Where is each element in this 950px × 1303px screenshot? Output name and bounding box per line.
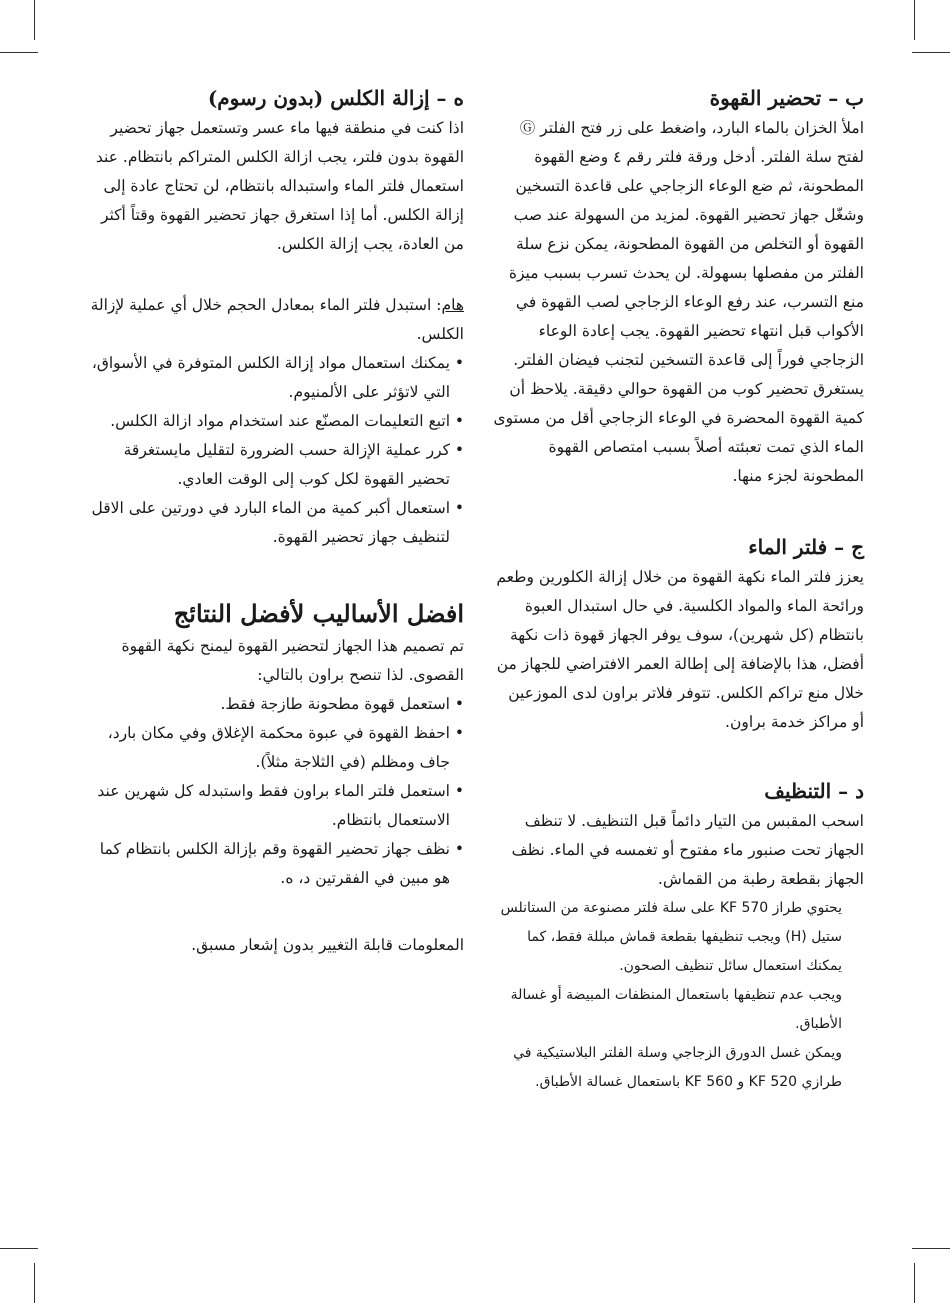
left-column <box>84 82 464 960</box>
heading-cleaning: د – التنظيف <box>764 779 864 803</box>
crop-mark <box>34 0 35 40</box>
list-item: • كرر عملية الإزالة حسب الضرورة لتقليل مايستغرقة تحضير القهوة لكل كوب إلى الوقت العادي. <box>84 436 464 494</box>
crop-mark <box>912 1248 950 1249</box>
cleaning-note-3: ويمكن غسل الدورق الزجاجي وسلة الفلتر البلاستيكية في طرازي KF 520 و KF 560 باستعمال غسالة الأطباق. <box>513 1045 842 1090</box>
section-water-filter <box>492 531 864 737</box>
crop-mark <box>0 1248 38 1249</box>
important-label: هام <box>441 296 464 314</box>
right-column <box>492 82 864 1097</box>
descaling-paragraph: اذا كنت في منطقة فيها ماء عسر وتستعمل جهاز تحضير القهوة بدون فلتر، يجب ازالة الكلس المتراكم بانتظام. عند استعمال فلتر الماء واستبداله بانتظام، لن تحتاج عادة إلى إزالة الكلس. أما إذا استغرق جهاز تحضير القهوة وقتاً أكثر من العادة، يجب إزالة الكلس. <box>95 119 464 253</box>
list-item: • استعمل قهوة مطحونة طازجة فقط. <box>84 690 464 719</box>
list-item: • احفظ القهوة في عبوة محكمة الإغلاق وفي مكان بارد، جاف ومظلم (في الثلاجة مثلاً). <box>84 719 464 777</box>
water-filter-paragraph: يعزز فلتر الماء نكهة القهوة من خلال إزالة الكلورين وطعم ورائحة الماء والمواد الكلسية. في حال استبدال العبوة بانتظام (كل شهرين)، سوف يوفر الجهاز قهوة ذات نكهة أفضل، هذا بالإضافة إلى إطالة العمر الافتراضي للجهاز من خلال منع تراكم الكلس. تتوفر فلاتر براون لدى الموزعين أو مراكز خدمة براون. <box>496 568 864 731</box>
heading-brewing: ب – تحضير القهوة <box>709 86 864 110</box>
cleaning-note-1: يحتوي طراز KF 570 على سلة فلتر مصنوعة من الستانلس ستيل (H) ويجب تنظيفها بقطعة قماش مبللة فقط، كما يمكنك استعمال سائل تنظيف الصحون. <box>500 900 842 974</box>
section-best-results <box>84 596 464 893</box>
section-brewing <box>492 82 864 491</box>
list-item: • استعمل فلتر الماء براون فقط واستبدله كل شهرين عند الاستعمال بانتظام. <box>84 777 464 835</box>
cleaning-note-2: ويجب عدم تنظيفها باستعمال المنظفات المبيضة أو غسالة الأطباق. <box>510 987 842 1032</box>
important-note <box>84 291 464 349</box>
brewing-paragraph-2: يستغرق تحضير كوب من القهوة حوالي دقيقة. يلاحظ أن كمية القهوة المحضرة في الوعاء الزجاجي أقل من مستوى الماء الذي تمت تعبئته أصلاً بسبب امتصاص القهوة المطحونة لجزء منها. <box>493 380 864 485</box>
section-cleaning <box>492 775 864 1097</box>
descaling-bullets <box>84 349 464 552</box>
list-item: • يمكنك استعمال مواد إزالة الكلس المتوفرة في الأسواق، التي لاتؤثر على الألمنيوم. <box>84 349 464 407</box>
list-item: • نظف جهاز تحضير القهوة وقم بإزالة الكلس بانتظام كما هو مبين في الفقرتين د، ه. <box>84 835 464 893</box>
best-results-paragraph: تم تصميم هذا الجهاز لتحضير القهوة ليمنح نكهة القهوة القصوى. لذا تنصح براون بالتالي: <box>121 637 464 684</box>
crop-mark <box>914 0 915 40</box>
important-text: : استبدل فلتر الماء بمعادل الحجم خلال أي عملية لإزالة الكلس. <box>90 296 464 343</box>
brewing-paragraph-1: املأ الخزان بالماء البارد، واضغط على زر فتح الفلتر Ⓖ لفتح سلة الفلتر. أدخل ورقة فلتر رقم ٤ وضع القهوة المطحونة، ثم ضع الوعاء الزجاجي على قاعدة التسخين وشغّل جهاز تحضير القهوة. لمزيد من السهولة عند صب القهوة أو التخلص من القهوة المطحونة، يمكن نزع سلة الفلتر من مفصلها بسهولة. لن يحدث تسرب بسبب ميزة منع التسرب، عند رفع الوعاء الزجاجي لصب القهوة في الأكواب قبل انتهاء تحضير القهوة. يجب إعادة الوعاء الزجاجي فوراً إلى قاعدة التسخين لتجنب فيضان الفلتر. <box>508 119 864 369</box>
section-descaling <box>84 82 464 552</box>
footer-note: المعلومات قابلة التغيير بدون إشعار مسبق. <box>191 936 464 954</box>
crop-mark <box>0 52 38 53</box>
heading-best-results: افضل الأساليب لأفضل النتائج <box>173 599 464 628</box>
list-item: • اتبع التعليمات المصنّع عند استخدام مواد ازالة الكلس. <box>84 407 464 436</box>
heading-descaling: ه – إزالة الكلس (بدون رسوم) <box>207 86 464 110</box>
list-item: • استعمال أكبر كمية من الماء البارد في دورتين على الاقل لتنظيف جهاز تحضير القهوة. <box>84 494 464 552</box>
best-results-bullets <box>84 690 464 893</box>
crop-mark <box>914 1263 915 1303</box>
cleaning-paragraph: اسحب المقبس من التيار دائماً قبل التنظيف. لا تنظف الجهاز تحت صنبور ماء مفتوح أو تغمسه في الماء. نظف الجهاز بقطعة رطبة من القماش. <box>511 812 864 888</box>
crop-mark <box>34 1263 35 1303</box>
crop-mark <box>912 52 950 53</box>
heading-water-filter: ج – فلتر الماء <box>748 535 864 559</box>
